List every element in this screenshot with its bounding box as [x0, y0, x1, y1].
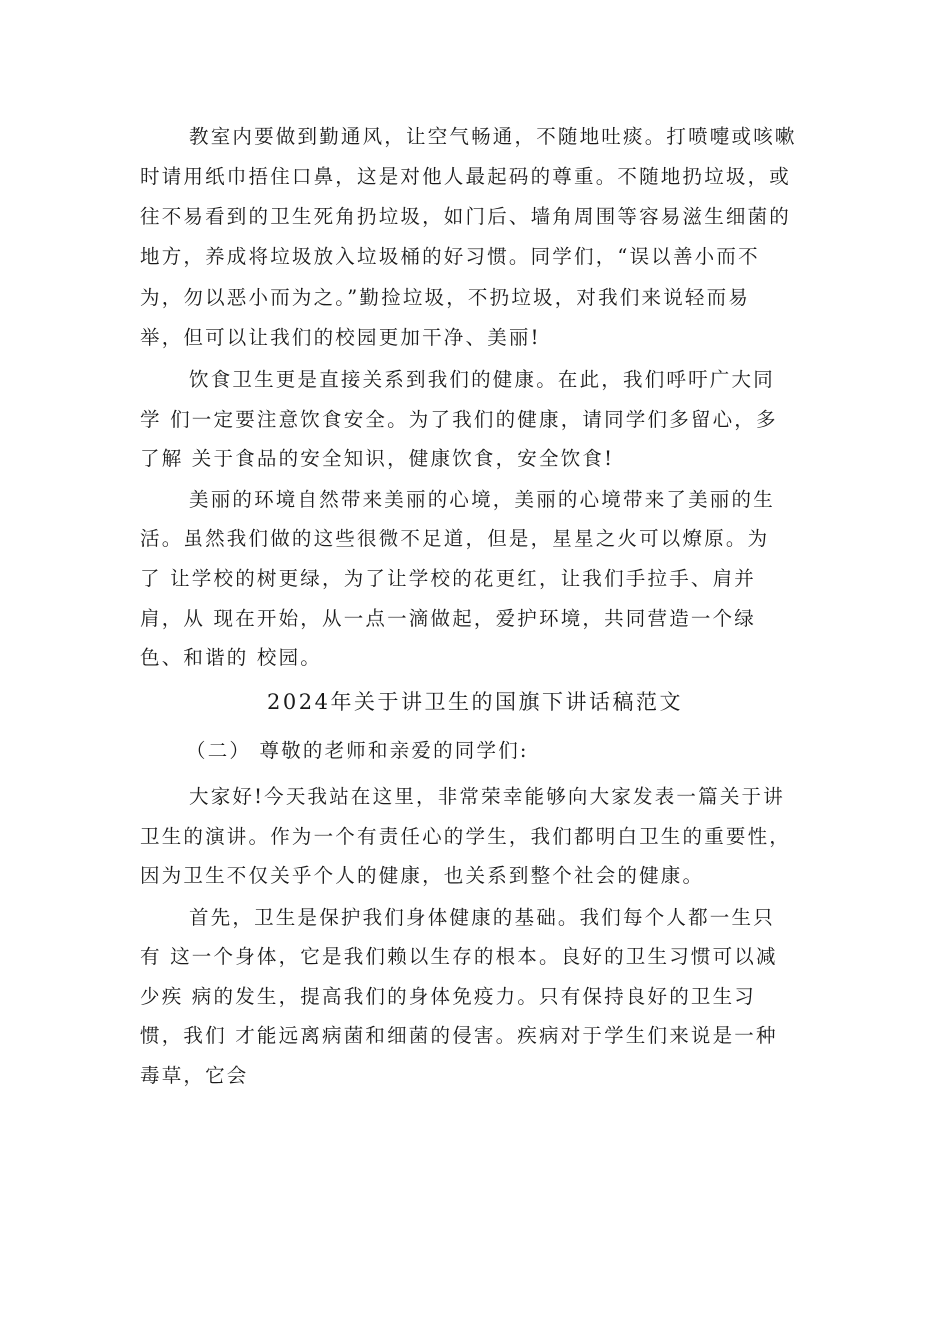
paragraph-3-line-2: 活。虽然我们做的这些很微不足道，但是，星星之火可以燎原。为 — [140, 527, 770, 550]
paragraph-3-line-5: 色、和谐的 校园。 — [140, 646, 322, 669]
section-salutation: （二） 尊敬的老师和亲爱的同学们: — [186, 739, 529, 762]
paragraph-1-line-5: 为，勿以恶小而为之。”勤捡垃圾，不扔垃圾，对我们来说轻而易 — [140, 286, 751, 309]
paragraph-5-line-2: 有 这一个身体，它是我们赖以生存的根本。良好的卫生习惯可以减 — [140, 945, 778, 968]
paragraph-1-line-3: 往不易看到的卫生死角扔垃圾，如门后、墙角周围等容易滋生细菌的 — [140, 205, 792, 228]
paragraph-2-line-2: 学 们一定要注意饮食安全。为了我们的健康，请同学们多留心，多 — [140, 408, 778, 431]
paragraph-1-line-2: 时请用纸巾捂住口鼻，这是对他人最起码的尊重。不随地扔垃圾，或 — [140, 165, 792, 188]
paragraph-5-line-1: 首先，卫生是保护我们身体健康的基础。我们每个人都一生只 — [189, 906, 775, 929]
paragraph-2-line-3: 了解 关于食品的安全知识，健康饮食，安全饮食! — [140, 447, 615, 470]
paragraph-4-line-1: 大家好!今天我站在这里，非常荣幸能够向大家发表一篇关于讲 — [189, 785, 785, 808]
paragraph-5-line-5: 毒草，它会 — [140, 1064, 249, 1087]
paragraph-5-line-4: 惯，我们 才能远离病菌和细菌的侵害。疾病对于学生们来说是一种 — [140, 1024, 778, 1047]
paragraph-1-line-4: 地方，养成将垃圾放入垃圾桶的好习惯。同学们，“误以善小而不 — [140, 245, 760, 268]
paragraph-5-line-3: 少疾 病的发生，提高我们的身体免疫力。只有保持良好的卫生习 — [140, 985, 756, 1008]
paragraph-1-line-1: 教室内要做到勤通风，让空气畅通，不随地吐痰。打喷嚏或咳嗽 — [189, 125, 797, 148]
paragraph-2-line-1: 饮食卫生更是直接关系到我们的健康。在此，我们呼吁广大同 — [189, 368, 775, 391]
paragraph-4-line-3: 因为卫生不仅关乎个人的健康，也关系到整个社会的健康。 — [140, 864, 705, 887]
paragraph-3-line-1: 美丽的环境自然带来美丽的心境，美丽的心境带来了美丽的生 — [189, 488, 775, 511]
paragraph-3-line-3: 了 让学校的树更绿，为了让学校的花更红，让我们手拉手、肩并 — [140, 567, 756, 590]
paragraph-3-line-4: 肩，从 现在开始，从一点一滴做起，爱护环境，共同营造一个绿 — [140, 607, 756, 630]
section-title: 2024年关于讲卫生的国旗下讲话稿范文 — [267, 690, 683, 714]
paragraph-4-line-2: 卫生的演讲。作为一个有责任心的学生，我们都明白卫生的重要性， — [140, 825, 792, 848]
paragraph-1-line-6: 举，但可以让我们的校园更加干净、美丽! — [140, 326, 541, 349]
